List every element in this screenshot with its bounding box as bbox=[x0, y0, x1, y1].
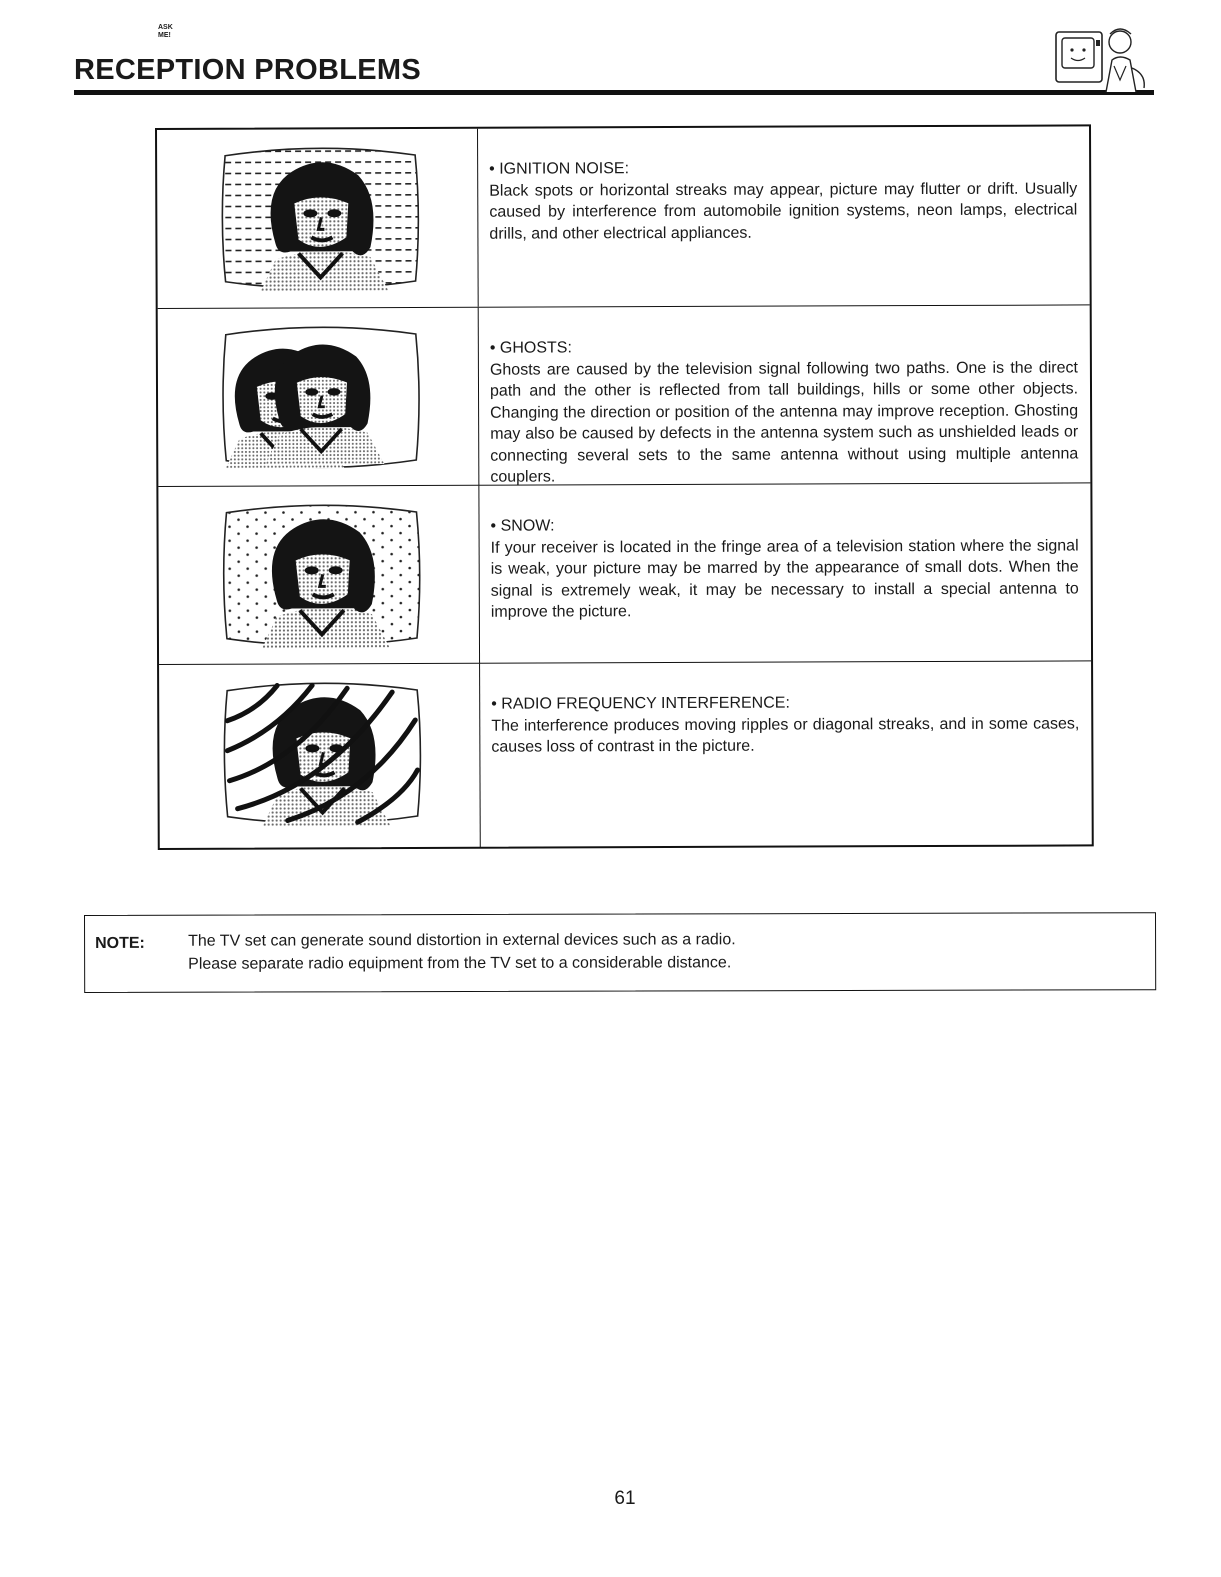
note-label: NOTE: bbox=[95, 934, 145, 952]
problem-heading: • SNOW: bbox=[490, 517, 555, 535]
problem-text bbox=[490, 513, 1078, 623]
problem-text bbox=[489, 156, 1077, 244]
problem-heading: • GHOSTS: bbox=[489, 339, 572, 357]
problem-description: Ghosts are caused by the television signal following two paths. One is the direct path and the other is reflected from tall buildings, hills or some other objects. Changing the direction or position of the antenna may improve reception. Ghosting may also be caused by defects in the antenna system such as unshielded leads or connecting several sets to the same antenna without using multiple antenna couplers. bbox=[489, 358, 1079, 486]
problem-description: If your receiver is located in the fringe area of a television station where the signal is weak, your picture may be marred by the appearance of small dots. When the signal is extremely weak, it may be necessary to install a special antenna to improve the picture. bbox=[490, 536, 1079, 621]
page-header bbox=[74, 24, 1154, 98]
illustration-cell bbox=[159, 664, 481, 849]
tv-ghosts-icon bbox=[216, 324, 427, 471]
ask-me-label: ASK ME! bbox=[158, 24, 173, 39]
problem-description: Black spots or horizontal streaks may appear, picture may flutter or drift. Usually caused by interference from automobile ignition systems, neon lamps, electrical drills, and other electrical appliances. bbox=[489, 179, 1078, 243]
problem-row-ignition-noise bbox=[157, 126, 1090, 308]
title-rule bbox=[74, 90, 1154, 95]
problem-text bbox=[490, 335, 1079, 488]
note-line-2: Please separate radio equipment from the TV set to a considerable distance. bbox=[188, 954, 732, 973]
tv-ignition-noise-icon bbox=[215, 145, 426, 292]
note-line-1: The TV set can generate sound distortion in external devices such as a radio. bbox=[188, 931, 736, 950]
illustration-cell bbox=[157, 129, 479, 308]
illustration-cell bbox=[158, 486, 480, 665]
tv-radio-interference-icon bbox=[217, 680, 428, 827]
problem-heading: • RADIO FREQUENCY INTERFERENCE: bbox=[491, 694, 790, 713]
page-number: 61 bbox=[614, 1488, 636, 1509]
problem-row-snow bbox=[158, 482, 1091, 665]
tv-snow-icon bbox=[216, 502, 427, 649]
problem-text bbox=[491, 691, 1079, 758]
problem-row-radio-frequency-interference bbox=[159, 660, 1092, 849]
ask-me-mascot-icon bbox=[1054, 18, 1154, 94]
reception-problems-table bbox=[155, 124, 1094, 850]
page-title: RECEPTION PROBLEMS bbox=[74, 54, 421, 86]
note-box bbox=[84, 912, 1156, 993]
illustration-cell bbox=[158, 308, 480, 487]
problem-row-ghosts bbox=[158, 304, 1091, 487]
problem-description: The interference produces moving ripples or diagonal streaks, and in some cases, causes loss of contrast in the picture. bbox=[491, 714, 1080, 756]
problem-heading: • IGNITION NOISE: bbox=[489, 160, 630, 178]
